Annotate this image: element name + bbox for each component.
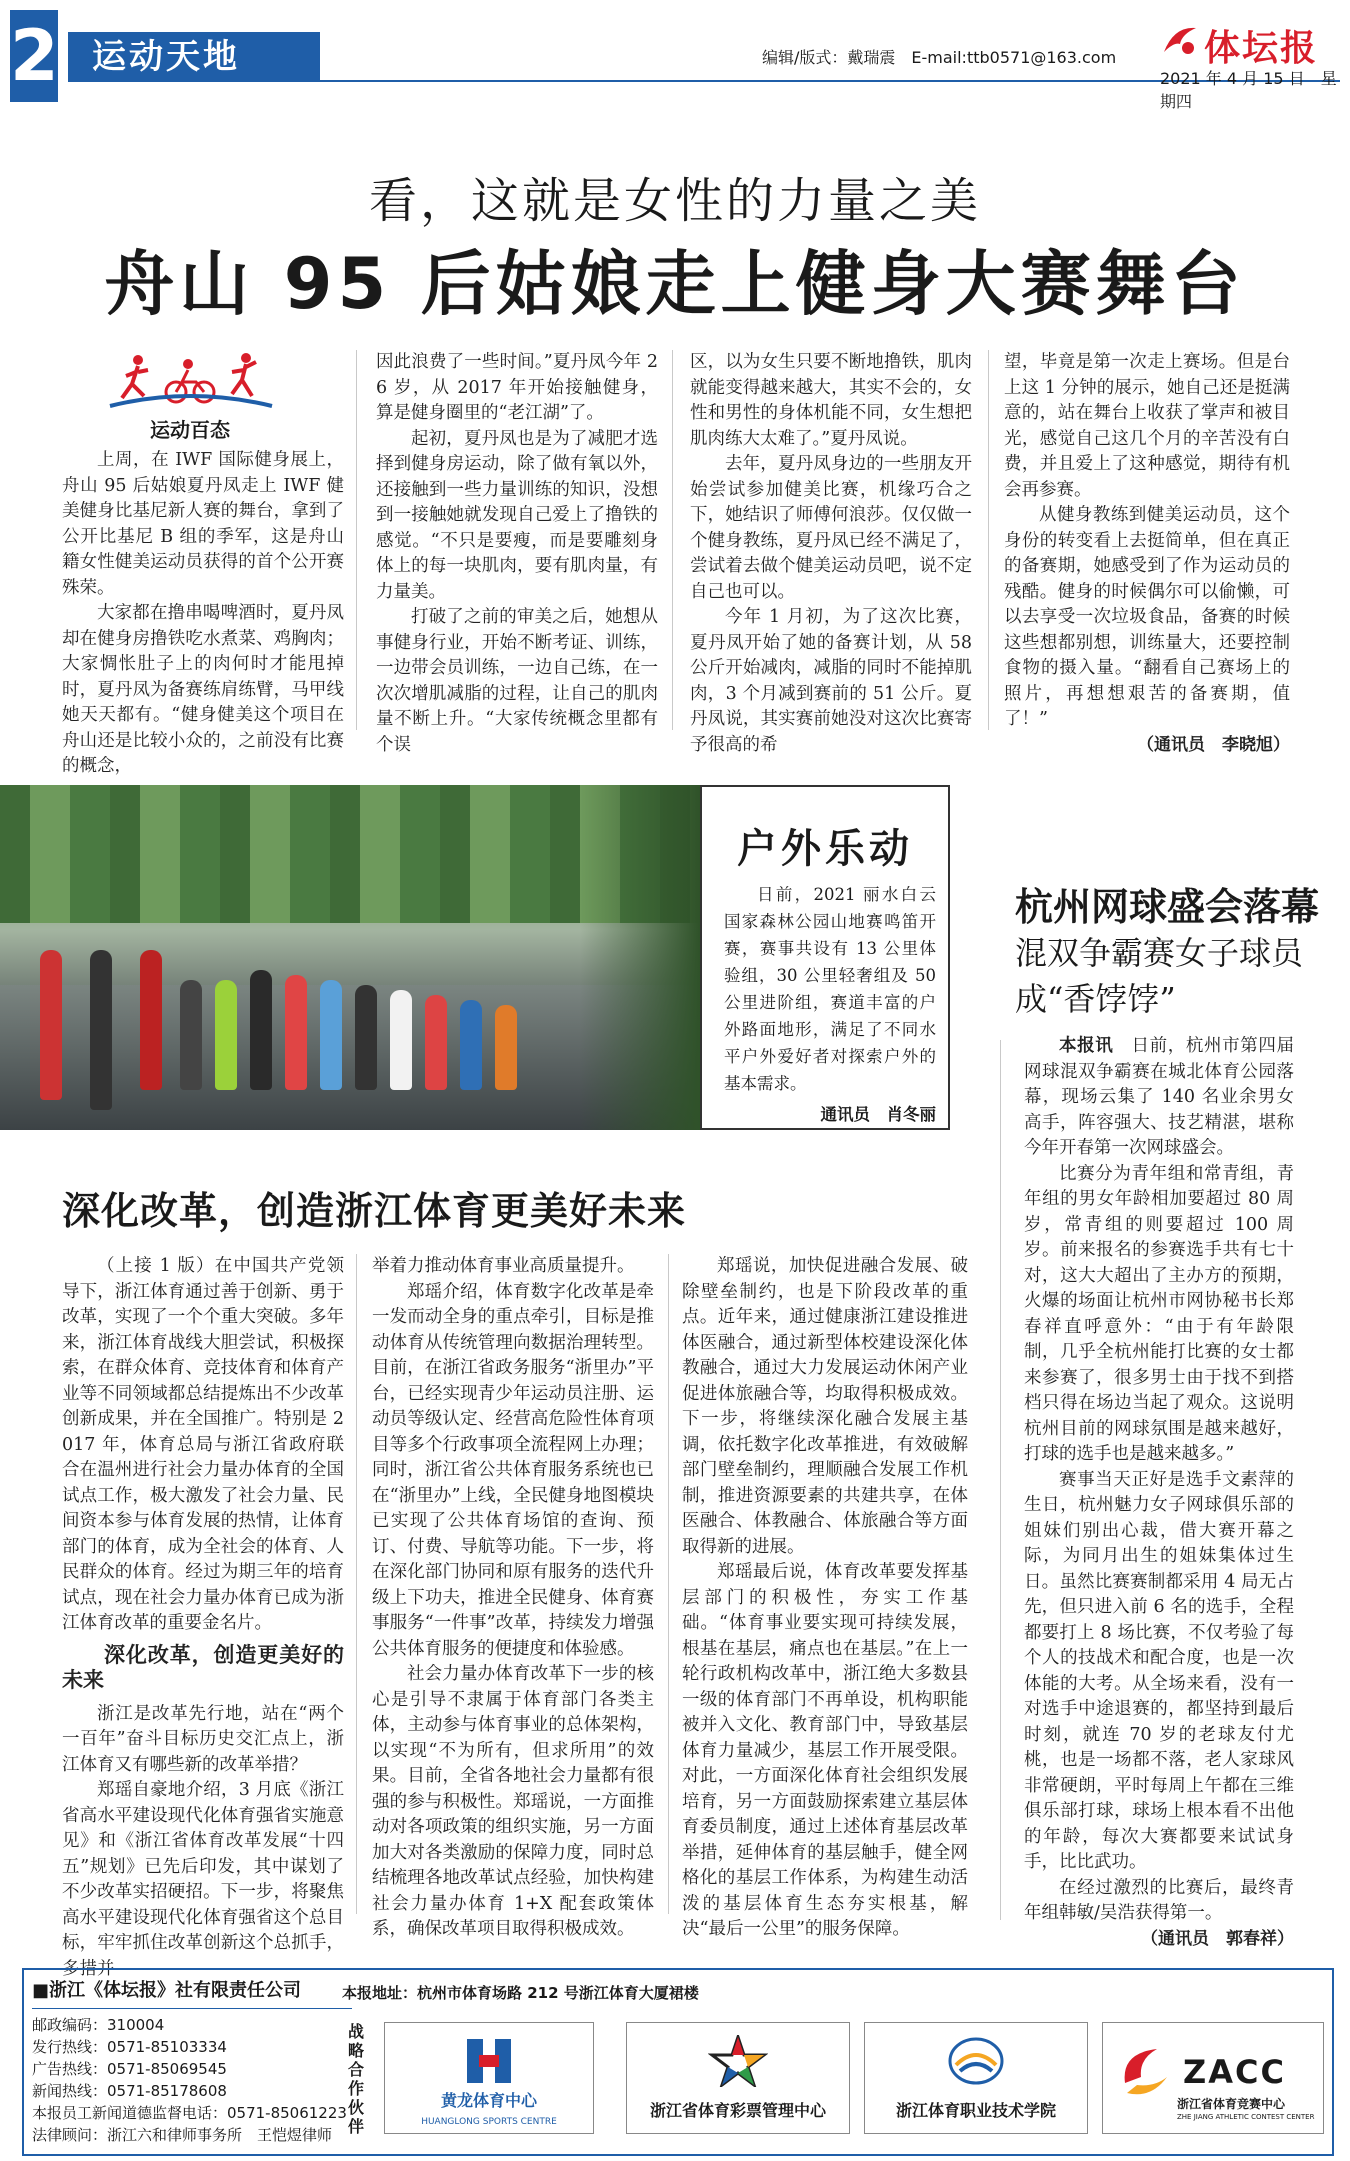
paragraph: 比赛分为青年组和常青组，青年组的男女年龄相加要超过 80 周岁，常青组的则要超过 100 周岁。前来报名的参赛选手共有七十对，这大大超出了主办方的预期，火爆的场面让杭州市网协秘书长郑春祥直呼意外：“由于有年龄限制，几乎全杭州能打比赛的女士都来参赛了，很多男士由于找不到搭档只得在场边当起了观众。这说明杭州目前的网球氛围是越来越好，打球的选手也是越来越多。” [1024,1163,1294,1464]
article1-col1 [62,448,344,780]
paragraph: 上周，在 IWF 国际健身展上，舟山 95 后姑娘夏丹凤走上 IWF 健美健身比基尼新人赛的舞台，拿到了公开比基尼 B 组的季军，这是舟山籍女性健美运动员获得的首个公开赛殊荣。 [62,450,344,598]
column-divider [672,350,673,730]
byline: （通讯员 李晓旭） [1137,734,1290,755]
editor-info: 编辑/版式：戴瑞震 E-mail:ttb0571@163.com [762,48,1117,67]
partner-huanglong [384,2022,594,2134]
paragraph: 望，毕竟是第一次走上赛场。但是台上这 1 分钟的展示，她自己还是挺满意的，站在舞台上收获了掌声和被目光，感觉自己这几个月的辛苦没有白费，并且爱上了这种感觉，期待有机会再参赛。 [1004,352,1290,500]
zacc-wordmark: ZACC [1183,2053,1286,2091]
column-logo [100,350,280,440]
outdoor-box [700,785,950,1130]
tennis-subtitle: 混双争霸赛女子球员成“香饽饽” [1015,934,1304,1018]
column-logo-label: 运动百态 [150,418,230,442]
paragraph: 打破了之前的审美之后，她想从事健身行业，开始不断考证、训练，一边带会员训练，一边自己练，在一次次增肌减脂的过程，让自己的肌肉量不断上升。“大家传统概念里都有个误 [376,607,658,755]
article1-col3 [690,350,972,758]
outdoor-body [724,881,936,1128]
byline: 通讯员 肖冬丽 [820,1105,936,1124]
column-divider [356,350,357,730]
paragraph: 起初，夏丹凤也是为了减肥才选择到健身房运动，除了做有氧以外，还接触到一些力量训练的知识，没想到一接触她就发现自己爱上了撸铁的感觉。“不只是要瘦，而是要雕刻身体上的每一块肌肉，要有肌肉量，有力量美。 [376,428,658,602]
partner-subname: HUANGLONG SPORTS CENTRE [421,2117,557,2127]
paragraph: 日前，杭州市第四届网球混双争霸赛在城北体育公园落幕，现场云集了 140 名业余男女高手，阵容强大、技艺精湛，堪称今年开春第一次网球盛会。 [1024,1036,1294,1158]
company-name: 浙江《体坛报》社有限责任公司 [49,1980,302,2001]
column-divider [988,350,989,730]
paper-name: 体坛报 [1204,28,1319,69]
paragraph: 去年，夏丹凤身边的一些朋友开始尝试参加健美比赛，机缘巧合之下，她结识了师傅何浪莎。仅仅做一个健身教练，夏丹凤已经不满足了，尝试着去做个健美运动员吧，说不定自己也可以。 [690,454,972,602]
contact-line: 本报员工新闻道德监督电话：0571-85061223 [32,2104,347,2122]
partner-name: 浙江省体育竞赛中心 [1177,2097,1286,2111]
lead-tag: 本报讯 [1059,1036,1114,1056]
lottery-star-logo-icon [708,2035,768,2087]
reform-col1 [62,1254,344,1982]
partner-subname: ZHE JIANG ATHLETIC CONTEST CENTER [1177,2113,1315,2121]
issue-date: 2021 年 4 月 15 日 星期四 [1160,69,1337,111]
paragraph: 社会力量办体育改革下一步的核心是引导不隶属于体育部门各类主体，主动参与体育事业的总体架构，以实现“不为所有，但求所用”的效果。目前，全省各地社会力量都有很强的参与积极性。郑瑶说，一方面推动对各项政策的组织实施，另一方面加大对各类激励的保障力度，同时总结梳理各地改革试点经验，加快构建社会力量办体育 1+X 配套政策体系，确保改革项目取得积极成效。 [372,1664,654,1939]
footer-contacts [32,2014,352,2146]
partner-name: 黄龙体育中心 [440,2091,537,2110]
article1-col2 [376,350,658,758]
paper-logo-icon [1160,22,1200,62]
column-divider [668,1254,669,1914]
footer [22,1968,1334,2156]
paragraph: 举着力推动体育事业高质量提升。 [372,1256,635,1276]
footer-address: 本报地址：杭州市体育场路 212 号浙江体育大厦裙楼 [342,1984,699,2002]
trail-race-photo [0,785,700,1130]
paragraph: 因此浪费了一些时间。”夏丹凤今年 26 岁，从 2017 年开始接触健身，算是健身圈里的“老江湖”了。 [376,352,658,423]
paragraph: 郑瑶介绍，体育数字化改革是牵一发而动全身的重点牵引，目标是推动体育从传统管理向数据治理转型。目前，在浙江省政务服务“浙里办”平台，已经实现青少年运动员注册、运动员等级认定、经营高危险性体育项目等多个行政事项全流程网上办理；同时，浙江省公共体育服务系统也已在“浙里办”上线，全民健身地图模块已实现了公共体育场馆的查询、预订、付费、导航等功能。下一步，将在深化部门协同和原有服务的迭代升级上下功夫，推进全民健身、体育赛事服务“一件事”改革，持续发力增强公共体育服务的便捷度和体验感。 [372,1281,654,1659]
article-kicker: 看，这就是女性的力量之美 [368,173,981,229]
contact-line: 法律顾问：浙江六和律师事务所 王恺煜律师 [32,2126,333,2144]
contact-line: 发行热线：0571-85103334 [32,2038,227,2056]
reform-subheading: 深化改革，创造更美好的未来 [62,1642,344,1692]
sports-figures-icon [100,350,280,410]
section-title: 运动天地 [68,32,320,82]
paragraph: （上接 1 版）在中国共产党领导下，浙江体育通过善于创新、勇于改革，实现了一个个重大突破。多年来，浙江体育战线大胆尝试，积极探索，在群众体育、竞技体育和体育产业等不同领域都总结提炼出不少改革创新成果，并在全国推广。特别是 2017 年，体育总局与浙江省政府联合在温州进行社会力量办体育的全国试点工作，极大激发了社会力量、民间资本参与体育发展的热情，让体育部门的体育，成为全社会的体育、人民群众的体育。经过为期三年的培育试点，现在社会力量办体育已成为浙江体育改革的重要金名片。 [62,1256,344,1633]
footer-rule [32,2008,352,2009]
article1-col4 [1004,350,1290,758]
partner-zacc [1102,2022,1324,2134]
article-headline: 舟山 95 后姑娘走上健身大赛舞台 [104,243,1246,325]
paragraph: 大家都在撸串喝啤酒时，夏丹凤却在健身房撸铁吃水煮菜、鸡胸肉；大家惆怅肚子上的肉何时才能甩掉时，夏丹凤为备赛练肩练臂，马甲线她天天都有。“健身健美这个项目在舟山还是比较小众的，之前没有比赛的概念， [62,603,344,776]
page-number: 2 [10,10,58,102]
paragraph: 区，以为女生只要不断地撸铁，肌肉就能变得越来越大，其实不会的，女性和男性的身体机能不同，女生想把肌肉练大太难了。”夏丹凤说。 [690,352,972,449]
outdoor-title: 户外乐动 [737,826,913,872]
column-divider [1000,1040,1001,1920]
partner-college [864,2022,1088,2134]
paragraph: 今年 1 月初，为了这次比赛，夏丹凤开始了她的备赛计划，从 58 公斤开始减肉，减脂的同时不能掉肌肉，3 个月减到赛前的 51 公斤。夏丹凤说，其实赛前她没对这次比赛寄予很高的希 [690,607,972,755]
partner-label: 战略合作伙伴 [347,2022,364,2136]
column-divider [356,1254,357,1914]
college-emblem-icon [946,2035,1006,2087]
reform-title: 深化改革，创造浙江体育更美好未来 [62,1189,687,1233]
zacc-logo-icon [1117,2043,1173,2103]
contact-line: 新闻热线：0571-85178608 [32,2082,227,2100]
reform-col2 [372,1254,654,1943]
paragraph: 郑瑶说，加快促进融合发展、破除壁垒制约，也是下阶段改革的重点。近年来，通过健康浙江建设推进体医融合，通过新型体校建设深化体教融合，通过大力发展运动休闲产业促进体旅融合等，均取得积极成效。下一步，将继续深化融合发展主基调，依托数字化改革推进，有效破解部门壁垒制约，理顺融合发展工作机制，推进资源要素的共建共享，在体医融合、体教融合、体旅融合等方面取得新的进展。 [682,1256,968,1557]
footer-company: ■浙江《体坛报》社有限责任公司 [32,1980,302,2001]
reform-col3 [682,1254,968,1943]
paragraph: 郑瑶自豪地介绍，3 月底《浙江省高水平建设现代化体育强省实施意见》和《浙江省体育改革发展“十四五”规划》已先后印发，其中谋划了不少改革实招硬招。下一步，将聚焦高水平建设现代化体育强省这个总目标，牢牢抓住改革创新这个总抓手，多措并 [62,1780,344,1979]
partner-lottery [626,2022,850,2134]
contact-line: 广告热线：0571-85069545 [32,2060,227,2078]
byline: （通讯员 郭春祥） [1141,1928,1294,1949]
tennis-body [1024,1034,1294,1952]
paragraph: 郑瑶最后说，体育改革要发挥基层部门的积极性，夯实工作基础。“体育事业要实现可持续发展，根基在基层，痛点也在基层。”在上一轮行政机构改革中，浙江绝大多数县一级的体育部门不再单设，机构职能被并入文化、教育部门中，导致基层体育力量减少，基层工作开展受限。对此，一方面深化体育社会组织发展培育，另一方面鼓励探索建立基层体育委员制度，通过上述体育基层改革举措，延伸体育的基层触手，健全网格化的基层工作体系，为构建生动活泼的基层体育生态夯实根基，解决“最后一公里”的服务保障。 [682,1562,968,1939]
paragraph: 浙江是改革先行地，站在“两个一百年”奋斗目标历史交汇点上，浙江体育又有哪些新的改革举措？ [62,1703,344,1775]
contact-line: 邮政编码：310004 [32,2016,165,2034]
tennis-title: 杭州网球盛会落幕 [1015,885,1320,929]
huanglong-logo-icon [459,2035,519,2087]
paragraph: 日前，2021 丽水白云国家森林公园山地赛鸣笛开赛，赛事共设有 13 公里体验组，30 公里轻奢组及 50 公里进阶组，赛道丰富的户外路面地形，满足了不同水平户外爱好者对探索户外的基本需求。 [724,885,936,1093]
paragraph: 从健身教练到健美运动员，这个身份的转变看上去挺简单，但在真正的备赛期，她感受到了作为运动员的残酷。健身的时候偶尔可以偷懒，可以去享受一次垃圾食品，备赛的时候这些想都别想，训练量大，还要控制食物的摄入量。“翻看自己赛场上的照片，再想想艰苦的备赛期，值了！” [1004,505,1290,729]
partner-name: 浙江体育职业技术学院 [895,2101,1056,2120]
partner-name: 浙江省体育彩票管理中心 [649,2101,826,2120]
paragraph: 赛事当天正好是选手文素萍的生日，杭州魅力女子网球俱乐部的姐妹们别出心裁，借大赛开幕之际，为同月出生的姐妹集体过生日。虽然比赛赛制都采用 4 局无占先，但只进入前 6 名的选手，全程都要打上 8 场比赛，不仅考验了每个人的技战术和配合度，也是一次体能的大考。从全场来看，没有一对选手中途退赛的，都坚持到最后时刻，就连 70 岁的老球友付尤桃，也是一场都不落，老人家球风非常硬朗，平时每周上午都在三维俱乐部打球，球场上根本看不出他的年龄，每次大赛都要来试试身手，比比武功。 [1024,1469,1294,1872]
paragraph: 在经过激烈的比赛后，最终青年组韩敏/吴浩获得第一。 [1024,1877,1294,1923]
